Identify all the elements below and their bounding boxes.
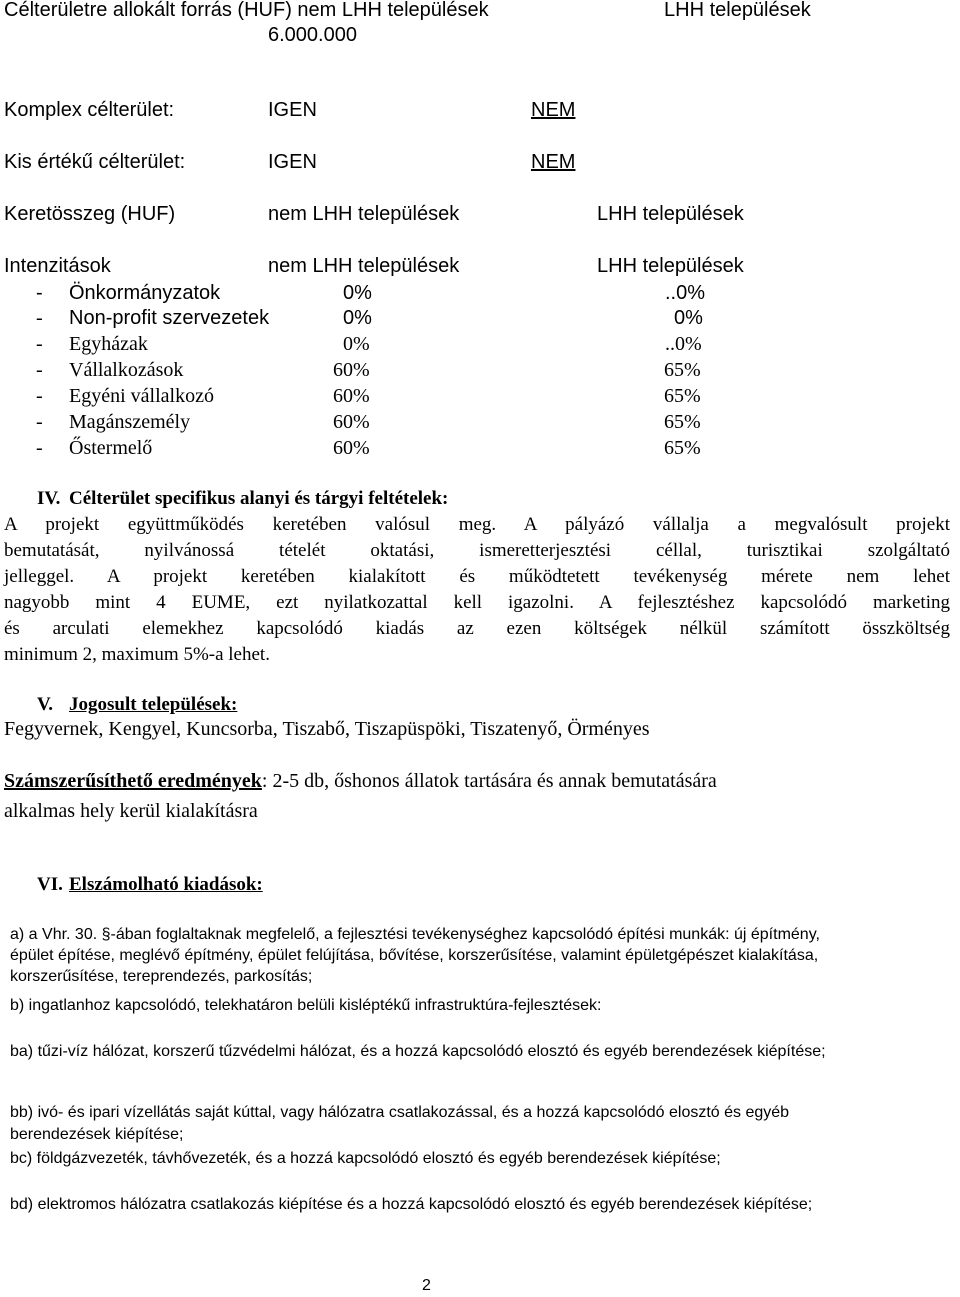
keret-label: Keretösszeg (HUF) (4, 203, 176, 225)
intensity-name: Magánszemély (69, 411, 191, 433)
section-vi-title: Elszámolható kiadások: (69, 874, 263, 895)
intensity-value-nem-lhh: 0% (343, 333, 370, 355)
section-iv-number: IV. (37, 488, 61, 509)
item-bd: bd) elektromos hálózatra csatlakozás kiépítése és a hozzá kapcsolódó elosztó és egyéb berendezések kiépítése; (10, 1196, 813, 1213)
intensity-value-lhh: 65% (664, 359, 701, 381)
results-text: : 2-5 db, őshonos állatok tartására és annak bemutatására (261, 770, 717, 792)
section-iv-title: Célterület specifikus alanyi és tárgyi feltételek: (69, 488, 449, 509)
keret-col2: LHH települések (597, 203, 744, 225)
intensity-value-lhh: ..0% (665, 333, 702, 355)
intensity-value-nem-lhh: 60% (333, 385, 370, 407)
paragraph-line: és arculati elemekhez kapcsolódó kiadás az ezen költségek nélkül számított összköltség (4, 618, 950, 639)
item-ba: ba) tűzi-víz hálózat, korszerű tűzvédelmi hálózat, és a hozzá kapcsolódó elosztó és egyéb berendezések kiépítése; (10, 1043, 826, 1060)
item-a-line2: épület építése, meglévő építmény, épület felújítása, bővítése, korszerűsítése, valamint épületgépészet kialakítása, (10, 947, 819, 964)
intensity-value-lhh: ..0% (665, 282, 706, 304)
intensity-value-lhh: 65% (664, 411, 701, 433)
section-v-title: Jogosult települések: (69, 694, 238, 715)
intensity-value-lhh: 65% (664, 437, 701, 459)
kis-nem: NEM (531, 151, 576, 173)
intensity-dash: - (36, 307, 43, 329)
intensity-dash: - (36, 411, 43, 433)
paragraph-line: nagyobb mint 4 EUME, ezt nyilatkozattal kell igazolni. A fejlesztéshez kapcsolódó marketing (4, 592, 950, 613)
paragraph-line: A projekt együttműködés keretében valósul meg. A pályázó vállalja a megvalósult projekt (4, 514, 950, 535)
results-label: Számszerűsíthető eredmények (4, 770, 262, 792)
intensity-value-nem-lhh: 60% (333, 359, 370, 381)
intensity-dash: - (36, 333, 43, 355)
intenz-col1: nem LHH települések (268, 255, 460, 277)
komplex-nem: NEM (531, 99, 576, 121)
intensity-dash: - (36, 359, 43, 381)
settlements-list: Fegyvernek, Kengyel, Kuncsorba, Tiszabő, Tiszapüspöki, Tiszatenyő, Örményes (4, 718, 650, 740)
results-line2: alkalmas hely kerül kialakításra (4, 800, 258, 822)
intensity-name: Őstermelő (69, 437, 153, 459)
item-a-line3: korszerűsítése, tereprendezés, parkosítás; (10, 968, 313, 985)
intenz-label: Intenzitások (4, 255, 111, 277)
intensity-value-lhh: 65% (664, 385, 701, 407)
intensity-value-nem-lhh: 60% (333, 437, 370, 459)
item-bb-line2: berendezések kiépítése; (10, 1126, 184, 1143)
intensity-value-nem-lhh: 0% (343, 282, 372, 304)
item-a-line1: a) a Vhr. 30. §-ában foglaltaknak megfelelő, a fejlesztési tevékenységhez kapcsolódó építési munkák: új építmény, (10, 926, 820, 943)
header-lhh-label: LHH települések (664, 0, 811, 21)
intensity-name: Egyéni vállalkozó (69, 385, 214, 407)
header-amount: 6.000.000 (268, 24, 357, 46)
intensity-name: Egyházak (69, 333, 148, 355)
paragraph-line: minimum 2, maximum 5%-a lehet. (4, 644, 270, 665)
intensity-dash: - (36, 282, 43, 304)
results-line1 (4, 770, 717, 793)
intensity-name: Vállalkozások (69, 359, 184, 381)
intensity-name: Önkormányzatok (69, 282, 221, 304)
paragraph-line: bemutatását, nyilvánossá tételét oktatási, ismeretterjesztési céllal, turisztikai szolgáltató (4, 540, 950, 561)
section-v-number: V. (37, 694, 54, 715)
intensity-value-lhh: 0% (674, 307, 703, 329)
section-vi-number: VI. (37, 874, 63, 895)
kis-igen: IGEN (268, 151, 317, 173)
keret-col1: nem LHH települések (268, 203, 460, 225)
paragraph-line: jelleggel. A projekt keretében kialakított és működtetett tevékenység mérete nem lehet (4, 566, 950, 587)
item-bc: bc) földgázvezeték, távhővezeték, és a hozzá kapcsolódó elosztó és egyéb berendezések kiépítése; (10, 1150, 721, 1167)
kis-label: Kis értékű célterület: (4, 151, 186, 173)
intensity-value-nem-lhh: 0% (343, 307, 372, 329)
intensity-dash: - (36, 385, 43, 407)
komplex-label: Komplex célterület: (4, 99, 175, 121)
komplex-igen: IGEN (268, 99, 317, 121)
page-number: 2 (422, 1277, 431, 1294)
item-bb-line1: bb) ivó- és ipari vízellátás saját kúttal, vagy hálózatra csatlakozással, és a hozzá kapcsolódó elosztó és egyéb (10, 1104, 790, 1121)
intensity-dash: - (36, 437, 43, 459)
intensity-name: Non-profit szervezetek (69, 307, 270, 329)
intensity-value-nem-lhh: 60% (333, 411, 370, 433)
header-title-line1: Célterületre allokált forrás (HUF) nem LHH települések (4, 0, 489, 21)
intenz-col2: LHH települések (597, 255, 744, 277)
item-b: b) ingatlanhoz kapcsolódó, telekhatáron belüli kisléptékű infrastruktúra-fejlesztések: (10, 997, 602, 1014)
